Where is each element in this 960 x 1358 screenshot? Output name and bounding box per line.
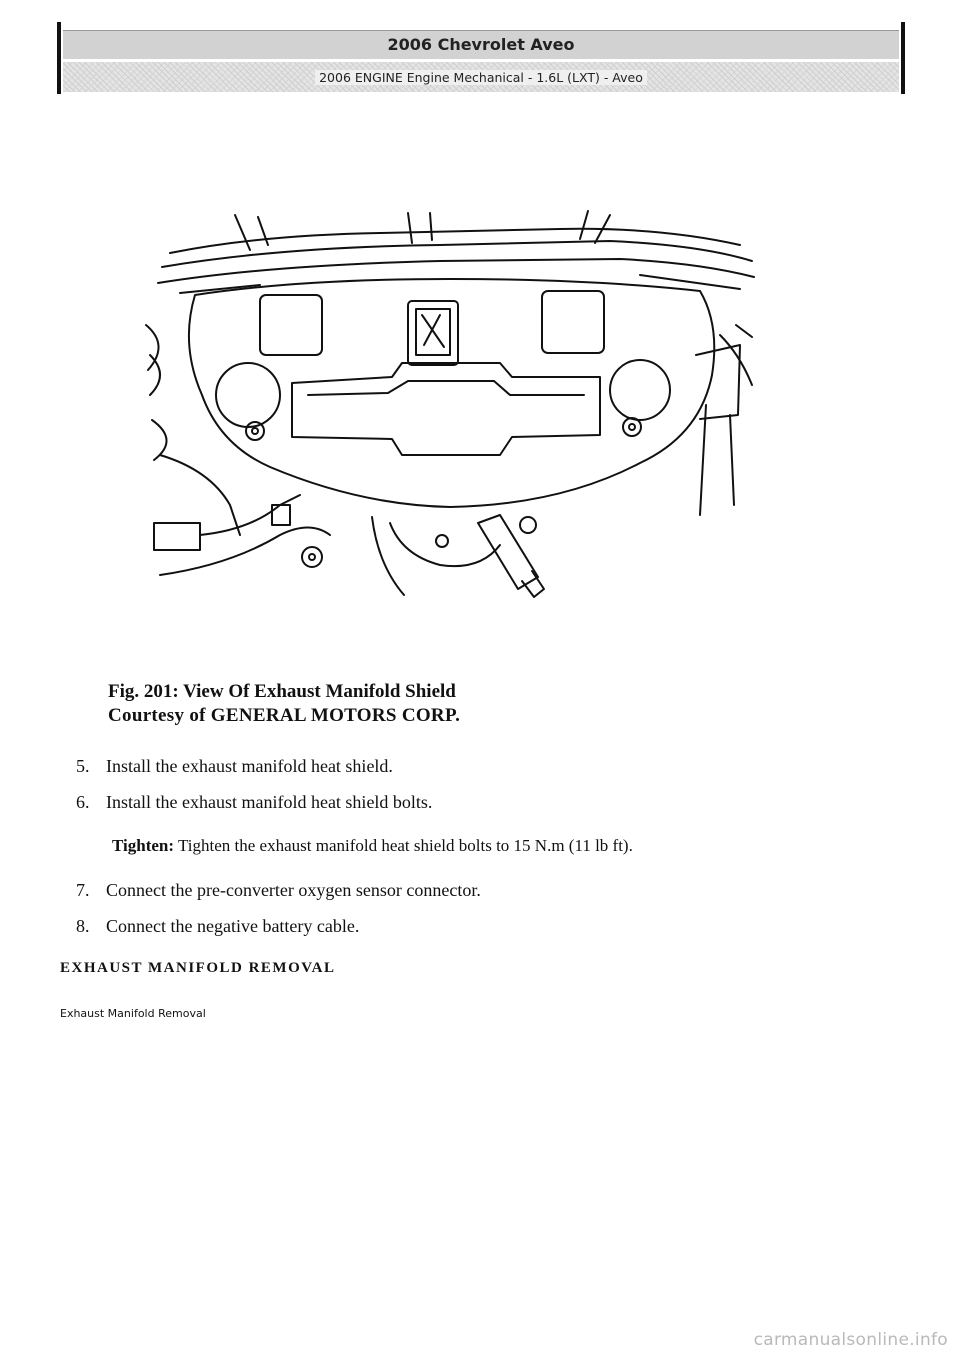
exhaust-manifold-shield-illustration [140, 205, 760, 615]
step-number: 8. [76, 916, 90, 936]
figure-courtesy: Courtesy of GENERAL MOTORS CORP. [108, 705, 461, 726]
step-number: 6. [76, 792, 90, 812]
page-header [57, 22, 905, 94]
document-subtitle: 2006 ENGINE Engine Mechanical - 1.6L (LXT) - Aveo [315, 70, 647, 85]
section-subheading: Exhaust Manifold Removal [60, 1007, 206, 1020]
header-left-rule [57, 22, 61, 94]
step-text: Install the exhaust manifold heat shield. [106, 756, 393, 776]
header-title-band [63, 30, 899, 59]
step-number: 5. [76, 756, 90, 776]
step-text: Install the exhaust manifold heat shield bolts. [106, 792, 433, 812]
section-heading: EXHAUST MANIFOLD REMOVAL [60, 960, 336, 976]
header-subtitle-band [63, 62, 899, 92]
header-right-rule [901, 22, 905, 94]
site-watermark: carmanualsonline.info [753, 1330, 948, 1350]
figure-caption-block [108, 680, 460, 728]
torque-spec-text: Tighten the exhaust manifold heat shield bolts to 15 N.m (11 lb ft). [174, 836, 633, 855]
step-text: Connect the negative battery cable. [106, 916, 360, 936]
torque-spec-label: Tighten: [112, 836, 175, 855]
step-number: 7. [76, 880, 90, 900]
document-title: 2006 Chevrolet Aveo [387, 35, 575, 54]
step-text: Connect the pre-converter oxygen sensor connector. [106, 880, 481, 900]
figure-caption: Fig. 201: View Of Exhaust Manifold Shield [108, 681, 456, 702]
torque-spec [112, 836, 633, 856]
